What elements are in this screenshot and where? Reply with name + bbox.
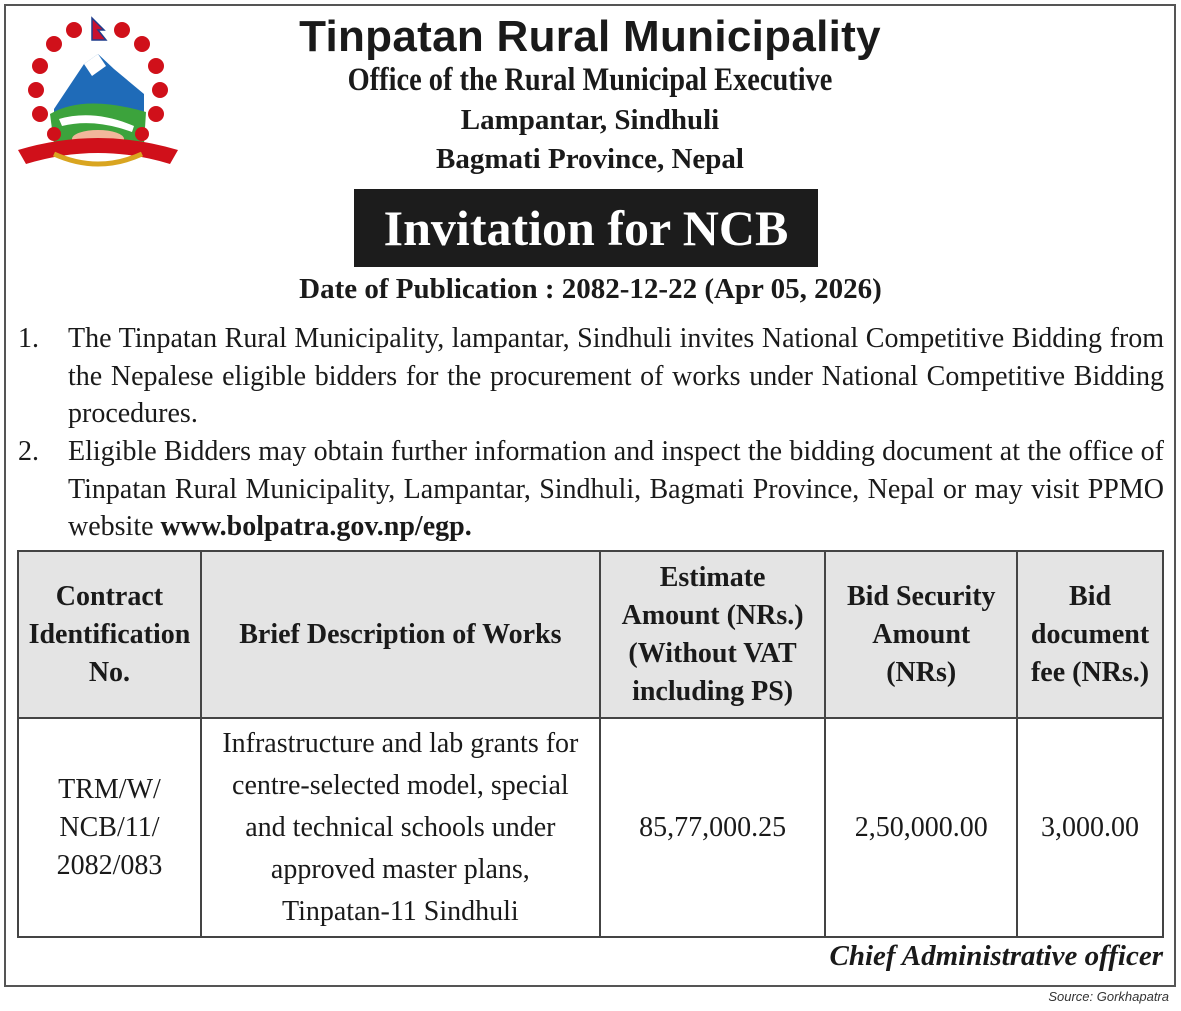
- paragraph-text-body: Eligible Bidders may obtain further information and inspect the bidding document at the office of Tinpatan Rural Municipality, Lampantar, Sindhuli, Bagmati Province, Nepal or may visit PPMO website: [68, 436, 1164, 542]
- notice-title: Invitation for NCB: [354, 189, 818, 267]
- province: Bagmati Province, Nepal: [436, 143, 744, 175]
- table-header-row: [18, 551, 1163, 718]
- paragraph-number: 2.: [18, 436, 39, 467]
- header-bid-security: Bid Security Amount (NRs): [825, 551, 1017, 718]
- header-estimate: Estimate Amount (NRs.) (Without VAT including PS): [600, 551, 826, 718]
- paragraph-text: The Tinpatan Rural Municipality, lampantar, Sindhuli invites National Competitive Bidding from the Nepalese eligible bidders for the procurement of works under National Competitive Bidding procedures.: [68, 323, 1164, 429]
- paragraph-number: 1.: [18, 323, 39, 354]
- contract-table: [17, 550, 1164, 938]
- municipality-title: Tinpatan Rural Municipality: [299, 12, 881, 61]
- paragraph-1: [18, 320, 1164, 433]
- bolpatra-link[interactable]: www.bolpatra.gov.np/egp.: [160, 511, 472, 542]
- paragraph-text: [68, 433, 1164, 546]
- contract-id: TRM/W/ NCB/11/ 2082/083: [18, 718, 201, 937]
- header-document-fee: Bid document fee (NRs.): [1017, 551, 1163, 718]
- nepal-emblem-logo: [14, 14, 182, 182]
- header-description: Brief Description of Works: [201, 551, 600, 718]
- table-row: [18, 718, 1163, 937]
- document-fee: 3,000.00: [1017, 718, 1163, 937]
- signatory: Chief Administrative officer: [829, 940, 1163, 972]
- office-name: Office of the Rural Municipal Executive: [347, 62, 833, 98]
- bid-security-amount: 2,50,000.00: [825, 718, 1017, 937]
- work-description: Infrastructure and lab grants for centre-selected model, special and technical schools under approved master plans, Tinpatan-11 Sindhuli: [201, 718, 600, 937]
- paragraph-2: [18, 433, 1164, 546]
- publication-date: Date of Publication : 2082-12-22 (Apr 05, 2026): [299, 273, 882, 305]
- source-credit: Source: Gorkhapatra: [1048, 989, 1169, 1004]
- location: Lampantar, Sindhuli: [460, 104, 720, 136]
- header-contract-id: Contract Identification No.: [18, 551, 201, 718]
- estimate-amount: 85,77,000.25: [600, 718, 826, 937]
